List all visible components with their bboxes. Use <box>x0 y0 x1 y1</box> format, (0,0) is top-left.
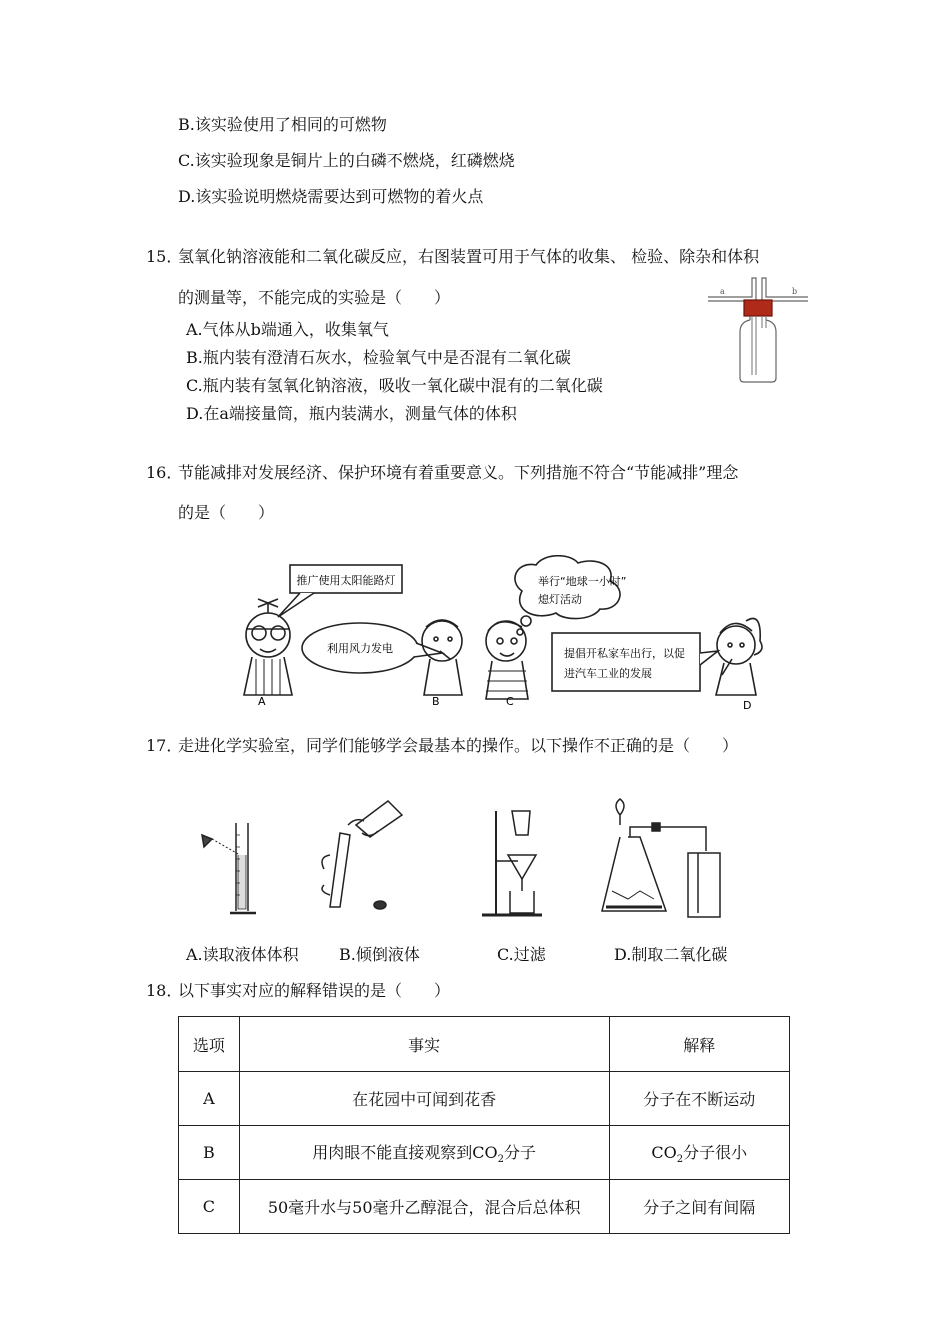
header-fact: 事实 <box>239 1017 609 1072</box>
q14-option-b: B.该实验使用了相同的可燃物 <box>178 115 387 134</box>
q14-option-d: D.该实验说明燃烧需要达到可燃物的着火点 <box>178 187 484 206</box>
row-b-fact-subscript: 2 <box>497 1154 505 1166</box>
table-row <box>179 1180 790 1234</box>
q15-stem-line1: 氢氧化钠溶液能和二氧化碳反应，右图装置可用于气体的收集、 检验、除杂和体积 <box>178 247 760 266</box>
row-b-explanation <box>609 1126 789 1180</box>
bubble-c-text-line2: 熄灯活动 <box>538 593 582 606</box>
lab-operations-figure <box>190 795 730 925</box>
bubble-c-text-line1: 举行“地球一小时” <box>538 575 627 588</box>
row-b-fact-suffix: 分子 <box>504 1142 537 1162</box>
row-b-fact <box>239 1126 609 1180</box>
q16-stem-line2: 的是（ ） <box>178 503 275 522</box>
table-header-row <box>179 1017 790 1072</box>
facts-table <box>178 1016 790 1234</box>
row-b-explanation-text: CO <box>651 1142 677 1162</box>
q15-option-a: A.气体从b端通入，收集氧气 <box>186 320 389 339</box>
row-b-explanation-suffix: 分子很小 <box>683 1142 748 1162</box>
header-explanation: 解释 <box>609 1017 789 1072</box>
q17-number: 17． <box>146 736 183 755</box>
energy-saving-cartoon <box>230 555 790 715</box>
q14-option-c: C.该实验现象是铜片上的白磷不燃烧，红磷燃烧 <box>178 151 515 170</box>
q17-caption-b: B.倾倒液体 <box>339 945 420 964</box>
label-a: a <box>720 287 725 296</box>
table-row <box>179 1072 790 1126</box>
header-option: 选项 <box>179 1017 240 1072</box>
q15-option-c: C.瓶内装有氢氧化钠溶液，吸收一氧化碳中混有的二氧化碳 <box>186 376 603 395</box>
q16-stem-line1: 节能减排对发展经济、保护环境有着重要意义。下列措施不符合“节能减排”理念 <box>178 463 739 482</box>
q17-caption-d: D.制取二氧化碳 <box>614 945 728 964</box>
q17-caption-a: A.读取液体体积 <box>186 945 299 964</box>
caption-a: A <box>258 695 266 708</box>
row-c-option: C <box>179 1180 240 1234</box>
q17-caption-c: C.过滤 <box>497 945 546 964</box>
row-b-explanation-subscript: 2 <box>676 1154 684 1166</box>
table-row <box>179 1126 790 1180</box>
row-b-option: B <box>179 1126 240 1180</box>
row-c-explanation: 分子之间有间隔 <box>609 1180 789 1234</box>
q17-stem: 走进化学实验室，同学们能够学会最基本的操作。以下操作不正确的是（ ） <box>178 736 739 755</box>
q15-option-b: B.瓶内装有澄清石灰水，检验氧气中是否混有二氧化碳 <box>186 348 571 367</box>
caption-b: B <box>432 695 440 708</box>
bubble-d-text-line2: 进汽车工业的发展 <box>564 667 652 680</box>
caption-d: D <box>743 699 752 712</box>
row-a-fact: 在花园中可闻到花香 <box>239 1072 609 1126</box>
bubble-a-text: 推广使用太阳能路灯 <box>296 574 396 587</box>
row-c-fact: 50毫升水与50毫升乙醇混合，混合后总体积 <box>239 1180 609 1234</box>
q15-number: 15． <box>146 247 183 266</box>
q18-stem: 以下事实对应的解释错误的是（ ） <box>178 981 451 1000</box>
gas-bottle-figure <box>700 270 815 385</box>
bubble-b-text: 利用风力发电 <box>327 642 393 655</box>
q18-number: 18． <box>146 981 183 1000</box>
label-b: b <box>792 287 798 296</box>
q15-stem-line2: 的测量等，不能完成的实验是（ ） <box>178 288 451 307</box>
row-b-fact-text: 用肉眼不能直接观察到CO <box>312 1142 498 1162</box>
bubble-d-text-line1: 提倡开私家车出行，以促 <box>564 647 685 660</box>
q16-number: 16． <box>146 463 183 482</box>
row-a-option: A <box>179 1072 240 1126</box>
q15-option-d: D.在a端接量筒，瓶内装满水，测量气体的体积 <box>186 404 517 423</box>
caption-c: C <box>506 695 514 708</box>
row-a-explanation: 分子在不断运动 <box>609 1072 789 1126</box>
